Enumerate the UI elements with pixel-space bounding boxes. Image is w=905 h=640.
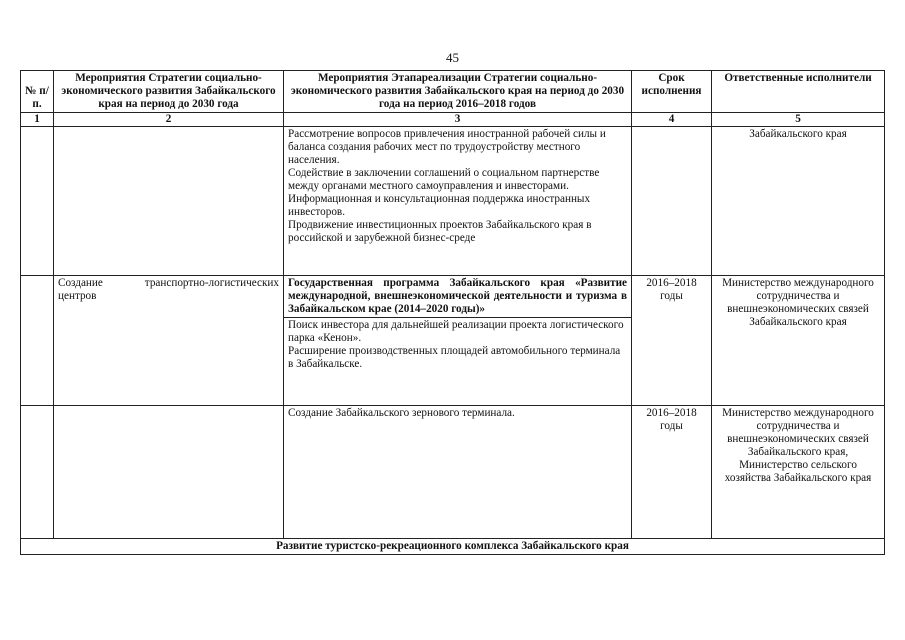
column-number: 3 <box>284 113 632 127</box>
term-cell: 2016–2018 годы <box>632 406 712 539</box>
activities-cell <box>284 276 632 406</box>
activity-item: Продвижение инвестиционных проектов Забайкальского края в российской и зарубежной бизнес-среде <box>288 219 592 244</box>
header-strategy-measures: Мероприятия Стратегии социально-экономического развития Забайкальского края на период до 2030 года <box>54 71 284 113</box>
table-row <box>21 276 885 406</box>
term-cell: 2016–2018 годы <box>632 276 712 406</box>
executor-cell: Министерство международного сотрудничества и внешнеэкономических связей Забайкальского края <box>712 276 885 406</box>
table-row <box>21 127 885 276</box>
section-header-row <box>21 539 885 555</box>
header-term: Срок исполнения <box>632 71 712 113</box>
program-title: Государственная программа Забайкальского края «Развитие международной, внешнеэкономической деятельности и туризма в Забайкальском крае (2014–2020 годы)» <box>284 276 631 318</box>
row-number-cell <box>21 406 54 539</box>
header-number: № п/п. <box>21 71 54 113</box>
executor-cell: Забайкальского края <box>712 127 885 276</box>
activity-item: Расширение производственных площадей автомобильного терминала в Забайкальске. <box>288 345 621 370</box>
activity-item: Поиск инвестора для дальнейшей реализации проекта логистического парка «Кенон». <box>288 319 624 344</box>
strategy-table <box>20 70 885 555</box>
strategy-measure-cell: Создание транспортно-логистических центров <box>54 276 284 406</box>
row-number-cell <box>21 276 54 406</box>
term-cell <box>632 127 712 276</box>
column-number: 5 <box>712 113 885 127</box>
activity-item: Рассмотрение вопросов привлечения иностранной рабочей силы и баланса создания рабочих мест по трудоустройству местного населения. <box>288 128 606 166</box>
header-executors: Ответственные исполнители <box>712 71 885 113</box>
header-stage-measures: Мероприятия Этапареализации Стратегии социально-экономического развития Забайкальского края на период до 2030 года на период 2016–2018 годов <box>284 71 632 113</box>
column-number: 1 <box>21 113 54 127</box>
page-number: 45 <box>446 50 459 65</box>
section-title: Развитие туристско-рекреационного комплекса Забайкальского края <box>21 539 885 555</box>
activities-cell: Создание Забайкальского зернового терминала. <box>284 406 632 539</box>
executor-cell: Министерство международного сотрудничества и внешнеэкономических связей Забайкальского края, Министерство сельского хозяйства Забайкальского края <box>712 406 885 539</box>
activity-item: Информационная и консультационная поддержка иностранных инвесторов. <box>288 193 591 218</box>
column-number: 2 <box>54 113 284 127</box>
strategy-measure-cell <box>54 127 284 276</box>
activities-list <box>284 318 631 372</box>
header-row <box>21 71 885 113</box>
column-numbers-row <box>21 113 885 127</box>
strategy-measure-cell <box>54 406 284 539</box>
table-row <box>21 406 885 539</box>
activity-item: Содействие в заключении соглашений о социальном партнерстве между органами местного самоуправления и инвесторами. <box>288 167 600 192</box>
column-number: 4 <box>632 113 712 127</box>
activities-cell <box>284 127 632 276</box>
row-number-cell <box>21 127 54 276</box>
